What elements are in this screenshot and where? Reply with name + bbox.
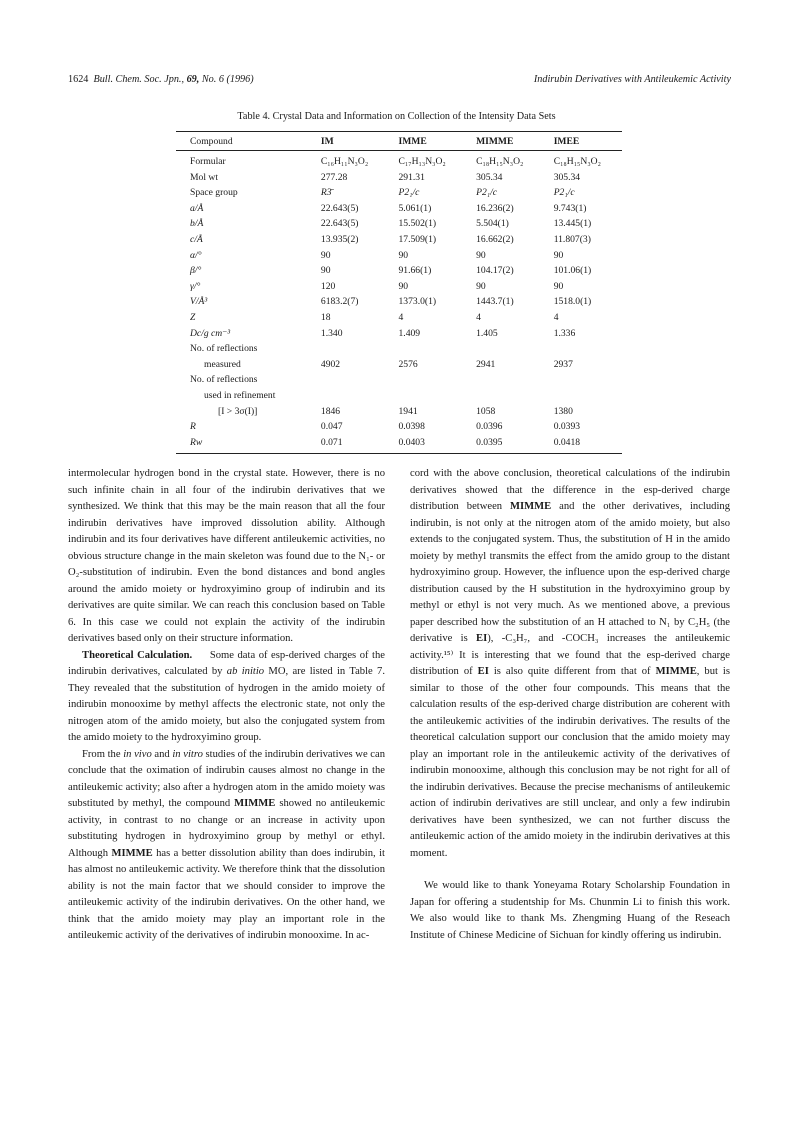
header-imme: IMME xyxy=(398,136,427,147)
right-column xyxy=(410,466,730,944)
left-column xyxy=(68,466,385,945)
table-cell: 17.509(1) xyxy=(398,233,437,245)
table-cell: 13.935(2) xyxy=(320,233,359,245)
table-cell: 4 xyxy=(476,311,481,323)
table-cell: 90 xyxy=(476,280,486,292)
table-cell: 2941 xyxy=(476,358,496,370)
table-row xyxy=(176,419,622,435)
table-cell: 91.66(1) xyxy=(398,265,432,277)
journal-citation xyxy=(68,74,254,85)
table-cell: P2₁/c xyxy=(398,187,420,199)
table-cell: 22.643(5) xyxy=(320,202,359,214)
row-label: No. of reflections xyxy=(190,343,258,355)
table-cell: 90 xyxy=(553,280,564,292)
table-cell xyxy=(321,341,399,357)
table-cell: 120 xyxy=(320,280,336,292)
table-cell xyxy=(476,388,554,404)
table-cell: 1941 xyxy=(398,405,418,417)
table-row xyxy=(176,388,622,404)
table-cell: 13.445(1) xyxy=(553,218,592,230)
text-run: is also quite different from that of xyxy=(488,666,656,677)
table-row xyxy=(176,232,622,248)
table-cell: 90 xyxy=(553,249,564,261)
table-cell: P2₁/c xyxy=(553,187,575,199)
text-run: showed no antileukemic activity, in contrast to no change or an increase in activity upon substituting hydrogen in hydroxyimino group by methyl or ethyl. Although xyxy=(68,798,385,859)
table-cell: 1846 xyxy=(320,405,341,417)
row-label: α/° xyxy=(190,249,202,261)
table-cell: 90 xyxy=(398,249,409,261)
row-label: Dc/g cm⁻³ xyxy=(190,327,231,339)
table-row xyxy=(176,170,622,186)
table-row xyxy=(176,435,622,454)
table-cell: C₁₈H₁₅N₃O₂ xyxy=(476,156,524,167)
table-row xyxy=(176,263,622,279)
table-cell: 15.502(1) xyxy=(398,218,437,230)
paragraph: intermolecular hydrogen bond in the crystal state. However, there is no such infinite chain in all four of the indirubin derivatives that we synthesized. We think that this may be the main reason that all the four indirubin derivatives have improved dissolution ability. Although indirubin and its four derivatives have different antileukemic activities, no obvious structure change in the main skeleton was found due to the N₁- or O₂-substitution of indirubin. Even the bond distances and bond angles around the amido moiety or hydroxyimino group of indirubin and its derivatives are quite similar. We can reach this conclusion based on Table 6. In this case we could not explain the activity of the indirubin derivatives based only on their structure information. xyxy=(68,468,385,644)
table-cell: R3̄ xyxy=(320,187,332,199)
table-cell xyxy=(321,372,399,388)
table-row xyxy=(176,151,622,170)
table-cell xyxy=(399,341,477,357)
table-cell: 291.31 xyxy=(398,171,425,183)
text-run: has a better dissolution ability than does indirubin, it has almost no antileukemic activity. We therefore think that the dissolution ability is not the main factor that we should consider to improve the antileukemic activity of the indirubin derivatives. On the other hand, we think that the amido moiety may play an important role in the antileukemic activity of the derivatives of indirubin monooxime. In ac- xyxy=(68,847,385,941)
row-label: Space group xyxy=(190,187,238,199)
row-label: R xyxy=(190,421,196,433)
table-body xyxy=(176,151,622,454)
table-cell: 1.409 xyxy=(398,327,421,339)
table-cell xyxy=(554,372,622,388)
page-number: 1624 xyxy=(68,74,89,85)
text-run-italic: ab initio xyxy=(226,666,265,677)
table-cell xyxy=(476,372,554,388)
text-run: and xyxy=(151,748,173,760)
table-row xyxy=(176,404,622,420)
row-label: β/° xyxy=(190,265,202,277)
table-row xyxy=(176,216,622,232)
row-label: Z xyxy=(190,311,196,323)
table-cell: C₁₆H₁₁N₃O₂ xyxy=(320,156,369,167)
volume: 69, xyxy=(186,74,200,85)
text-run: From the xyxy=(82,748,124,760)
table-cell: 4902 xyxy=(320,358,341,370)
table-cell: 0.071 xyxy=(320,436,343,448)
row-label: Rw xyxy=(190,436,203,448)
table-cell: C₁₈H₁₅N₃O₂ xyxy=(553,156,601,167)
compound-name: EI xyxy=(476,633,488,644)
table-cell: 0.0403 xyxy=(398,436,425,448)
text-run-italic: in vitro xyxy=(172,748,203,760)
table-cell: 0.047 xyxy=(320,421,343,433)
table-cell: 90 xyxy=(320,265,331,277)
table-cell: 6183.2(7) xyxy=(320,296,359,308)
running-title: Indirubin Derivatives with Antileukemic Activity xyxy=(533,74,731,85)
row-label: γ/° xyxy=(190,280,201,292)
table-cell: 1373.0(1) xyxy=(398,296,437,308)
table-cell xyxy=(476,341,554,357)
text-run: Some data of esp-derived charges of the indirubin derivatives, calculated by xyxy=(68,649,385,677)
table-cell: 9.743(1) xyxy=(553,202,587,214)
table-cell: 16.662(2) xyxy=(476,233,514,245)
table-row xyxy=(176,357,622,373)
table-cell: 0.0398 xyxy=(398,421,425,433)
compound-name: MIMME xyxy=(510,501,552,512)
table-cell: C₁₇H₁₃N₃O₂ xyxy=(398,156,446,167)
text-run: , but is similar to those of the other four compounds. This means that the calculation results of the esp-derived charge distribution are coherent with the antileukemic activities of the indirubin derivatives. The results of the theoretical calculation support our conclusion that the amido moiety may play an important role in the antileukemic activity of the derivatives of indirubin monooxime, although this conclusion may be not right for all of the indirubin derivatives. Because the precise mechanisms of antileukemic action of indirubin derivatives are still unclear, and only a few indirubin derivatives have been synthesized, we can not further discuss the antileukemic action of the amido moiety in the indirubin derivatives at this moment. xyxy=(410,666,730,859)
compound-name: MIMME xyxy=(655,666,697,677)
compound-name: EI xyxy=(477,666,489,677)
header-im: IM xyxy=(320,136,334,147)
table-cell xyxy=(554,388,622,404)
table-cell: 90 xyxy=(398,280,409,292)
table-cell: P2₁/c xyxy=(476,187,498,199)
table-cell: 1380 xyxy=(553,405,573,417)
paragraph xyxy=(68,747,385,945)
row-label: [I > 3σ(I)] xyxy=(218,405,258,417)
table-cell: 1058 xyxy=(476,405,496,417)
compound-name: MIMME xyxy=(111,847,153,859)
table-cell: 0.0396 xyxy=(476,421,503,433)
row-label: measured xyxy=(204,358,241,370)
table-row xyxy=(176,372,622,388)
row-label: V/Å³ xyxy=(190,296,208,308)
table-cell: 305.34 xyxy=(476,171,503,183)
text-run: studies of the indirubin derivatives we can conclude that the oximation of indirubin causes almost no change in the antileukemic activity; also after a hydrogen atom in the amido moiety was substituted by methyl, the compound xyxy=(68,748,385,809)
compound-name: MIMME xyxy=(234,798,276,809)
row-label: a/Å xyxy=(190,202,204,214)
table-cell xyxy=(399,388,477,404)
table-caption: Table 4. Crystal Data and Information on Collection of the Intensity Data Sets xyxy=(237,111,556,122)
paragraph xyxy=(410,466,730,862)
table-cell: 0.0418 xyxy=(553,436,581,448)
text-run-italic: in vivo xyxy=(123,748,152,760)
acknowledgment: We would like to thank Yoneyama Rotary Scholarship Foundation in Japan for offering a studentship for Ms. Chunmin Li to finish this work. We also would like to thank Ms. Zhengming Huang of the Reseach Institute of Chinese Medicine of Sichuan for kindly offering us indirubin. xyxy=(410,880,730,941)
header-compound: Compound xyxy=(190,136,233,147)
table-cell: 11.807(3) xyxy=(553,233,591,245)
row-label: used in refinement xyxy=(204,389,276,401)
text-run: MO, are listed in Table 7. They revealed that the substitution of hydrogen in the amido moiety of indirubin monooxime by methyl affects the electronic state, not only the nitrogen atom of the amido moiety, but also the conjugated system from the amido moiety to the hydroxyimino group. xyxy=(68,666,386,743)
table-cell: 0.0393 xyxy=(553,421,581,433)
text-run: ), -C₃H₇, and -COCH₃ increases the antileukemic activity.¹⁵⁾ It is interesting that we found that the esp-derived charge distribution of xyxy=(410,633,730,677)
table-cell xyxy=(554,341,622,357)
table-row xyxy=(176,294,622,310)
table-cell: 90 xyxy=(320,249,331,261)
table-cell: 104.17(2) xyxy=(476,265,514,277)
table-row xyxy=(176,326,622,342)
row-label: c/Å xyxy=(190,233,203,245)
table-cell: 101.06(1) xyxy=(553,265,592,277)
table-cell: 4 xyxy=(398,311,404,323)
table-row xyxy=(176,248,622,264)
table-cell: 22.643(5) xyxy=(320,218,359,230)
header-mimme: MIMME xyxy=(476,136,514,147)
table-cell: 1.336 xyxy=(553,327,576,339)
journal-name: Bull. Chem. Soc. Jpn., xyxy=(93,74,185,85)
row-label: Formular xyxy=(190,156,226,167)
table-cell: 1443.7(1) xyxy=(476,296,514,308)
table-row xyxy=(176,279,622,295)
row-label: b/Å xyxy=(190,218,204,230)
table-cell: 16.236(2) xyxy=(476,202,514,214)
row-label: No. of reflections xyxy=(190,374,258,386)
table-row xyxy=(176,310,622,326)
crystal-data-table xyxy=(176,131,622,454)
table-cell: 4 xyxy=(553,311,559,323)
table-cell: 0.0395 xyxy=(476,436,503,448)
table-row xyxy=(176,201,622,217)
table-cell xyxy=(321,388,399,404)
table-row xyxy=(176,185,622,201)
table-cell: 1518.0(1) xyxy=(553,296,592,308)
table-cell: 305.34 xyxy=(553,171,581,183)
paragraph-theoretical xyxy=(68,648,385,747)
table-header-row xyxy=(176,132,622,151)
table-cell: 5.061(1) xyxy=(398,202,432,214)
table-cell: 1.405 xyxy=(476,327,498,339)
text-run: and the other derivatives, including indirubin, is not only at the nitrogen atom of the amido moiety, but also extends to the conjugated system. Thus, the substitution of H in the amido moiety by methyl transmits the effect from the amido group to the distant hydroxyimino group. However, the influence upon the esp-derived charge distribution caused by the H substitution in the hydroxyimino group by methyl or ethyl is not very much. As we mentioned above, a previous paper described how the substitution of an H attached to N₁ by C₂H₅ (the derivative is xyxy=(410,501,730,644)
issue-year: No. 6 (1996) xyxy=(201,74,254,85)
table-cell: 90 xyxy=(476,249,486,261)
table-cell: 18 xyxy=(320,311,331,323)
table-cell: 1.340 xyxy=(320,327,343,339)
table-cell: 2576 xyxy=(398,358,418,370)
section-heading: Theoretical Calculation. xyxy=(82,649,193,661)
table-cell: 277.28 xyxy=(320,171,348,183)
header-imee: IMEE xyxy=(553,136,580,147)
table-cell: 2937 xyxy=(553,358,573,370)
table-row xyxy=(176,341,622,357)
table-cell xyxy=(399,372,477,388)
table-cell: 5.504(1) xyxy=(476,218,509,230)
running-head xyxy=(68,74,731,88)
row-label: Mol wt xyxy=(190,171,218,183)
text-run: cord with the above conclusion, theoretical calculations of the indirubin derivatives showed that the difference in the esp-derived charge distribution between xyxy=(410,468,730,512)
